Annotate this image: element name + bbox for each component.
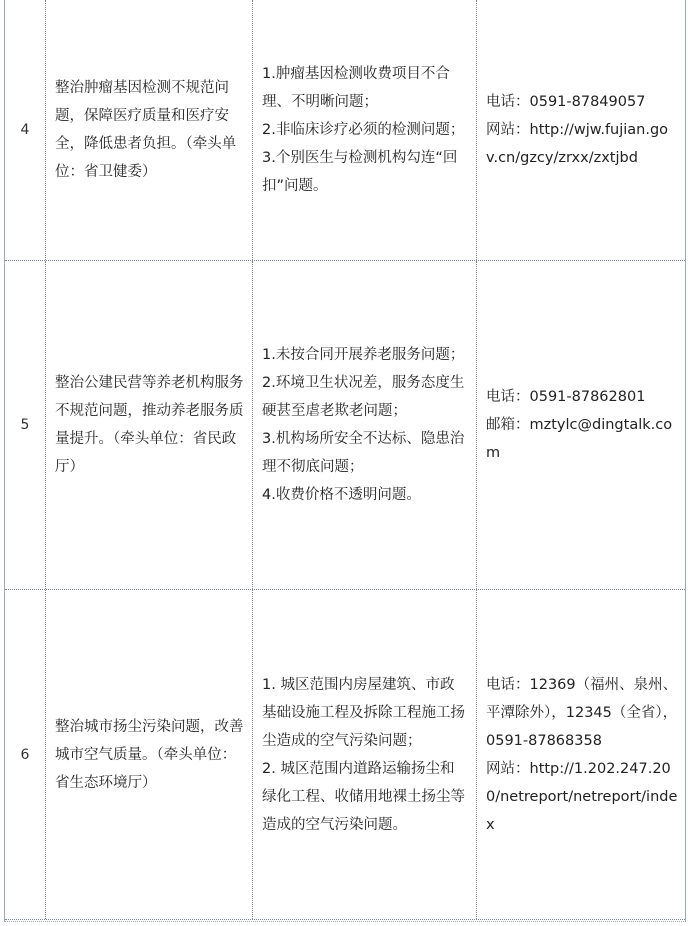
- contact-list: [486, 88, 679, 172]
- issues-cell: [252, 261, 476, 589]
- column-divider: [252, 0, 253, 260]
- issues-cell: [252, 0, 476, 260]
- task-text: 整治肿瘤基因检测不规范问题，保障医疗质量和医疗安全，降低患者负担。（牵头单位：省卫健委）: [55, 80, 237, 180]
- table-row: [5, 0, 685, 261]
- contact-list: [486, 383, 679, 467]
- contact-phone: 电话：12369（福州、泉州、平潭除外），12345（全省），0591-87868358: [486, 676, 678, 749]
- issues-list: [262, 671, 468, 839]
- table-row: [5, 261, 685, 590]
- contact-phone: 电话：0591-87862801: [486, 389, 646, 405]
- contact-cell: [476, 0, 685, 260]
- issue-item: 4.收费价格不透明问题。: [262, 487, 421, 503]
- row-number: 5: [20, 417, 30, 433]
- row-number-cell: [5, 590, 45, 919]
- column-divider: [476, 0, 477, 260]
- contact-website[interactable]: 网站：http://wjw.fujian.gov.cn/gzcy/zrxx/zxtjbd: [486, 122, 669, 166]
- column-divider: [476, 261, 477, 589]
- task-cell: [45, 590, 252, 919]
- supervision-table: [4, 0, 686, 922]
- row-number-cell: [5, 261, 45, 589]
- contact-phone: 电话：0591-87849057: [486, 94, 646, 110]
- issue-item: 3.机构场所安全不达标、隐患治理不彻底问题；: [262, 431, 465, 475]
- issues-cell: [252, 590, 476, 919]
- issues-list: [262, 341, 468, 509]
- issue-item: 3.个别医生与检测机构勾连“回扣”问题。: [262, 150, 458, 194]
- column-divider: [252, 261, 253, 589]
- column-divider: [252, 590, 253, 919]
- column-divider: [45, 590, 46, 919]
- issue-item: 2.非临床诊疗必须的检测问题；: [262, 122, 465, 138]
- contact-cell: [476, 590, 685, 919]
- contact-list: [486, 671, 679, 839]
- issues-list: [262, 60, 468, 200]
- task-text: 整治公建民营等养老机构服务不规范问题，推动养老服务质量提升。（牵头单位：省民政厅）: [55, 375, 244, 475]
- row-number-cell: [5, 0, 45, 260]
- contact-email[interactable]: 邮箱：mztylc@dingtalk.com: [486, 417, 673, 461]
- row-number: 6: [20, 746, 30, 763]
- column-divider: [45, 0, 46, 260]
- issue-item: 1.未按合同开展养老服务问题；: [262, 347, 465, 363]
- task-text: 整治城市扬尘污染问题，改善城市空气质量。（牵头单位：省生态环境厅）: [55, 718, 244, 791]
- table-row: [5, 590, 685, 920]
- issue-item: 2.环境卫生状况差，服务态度生硬甚至虐老欺老问题；: [262, 375, 465, 419]
- column-divider: [476, 590, 477, 919]
- task-cell: [45, 261, 252, 589]
- column-divider: [45, 261, 46, 589]
- issue-item: 1. 城区范围内房屋建筑、市政基础设施工程及拆除工程施工扬尘造成的空气污染问题；: [262, 676, 465, 749]
- issue-item: 1.肿瘤基因检测收费项目不合理、不明晰问题；: [262, 66, 450, 110]
- contact-cell: [476, 261, 685, 589]
- task-cell: [45, 0, 252, 260]
- contact-website[interactable]: 网站：http://1.202.247.200/netreport/netreport/index: [486, 760, 678, 833]
- row-number: 4: [20, 122, 30, 138]
- issue-item: 2. 城区范围内道路运输扬尘和绿化工程、收储用地裸土扬尘等造成的空气污染问题。: [262, 760, 465, 833]
